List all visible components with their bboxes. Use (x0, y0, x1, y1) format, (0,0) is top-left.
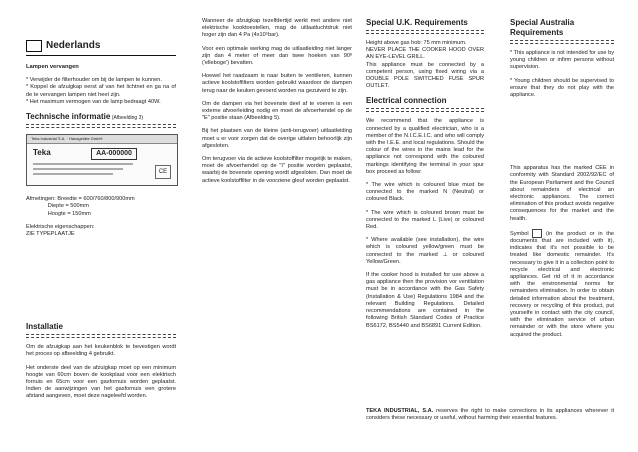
electrical-text: Elektrische eigenschappen: ZIE TYPEPLAATJE (26, 223, 95, 238)
dimensions-text: Afmetingen: Breedte = 600/760/800/900mm Diepte = 500mm Hoogte = 150mm (26, 196, 135, 217)
column-australia (510, 18, 614, 345)
language-title: Nederlands (46, 40, 101, 52)
plate-line (33, 163, 133, 165)
install-rule (26, 334, 176, 338)
paragraph: Hoewel het raadzaam is naar buiten te ventileren, kunnen actieve koolstoffilters worden gebruikt waardoor de dampen terug naar de keuken gevoerd worden na gezuiverd te zijn. (202, 73, 352, 94)
lampen-text: * Verwijder de filterhouder om bij de lampen te kunnen. * Koppel de afzuigkap eerst af van het lichtnet en ga na of de te vervangen lampen niet heet zijn. * Het maximum vermogen van de lamp bedraagt 40W. (26, 77, 176, 105)
uk-heading: Special U.K. Requirements (366, 18, 468, 27)
australia-text-1: * This appliance is not intended for use by young children or infirm persons without supervision. (510, 50, 614, 71)
tech-sub: (Afbeelding 3) (111, 115, 144, 122)
paragraph: Bij het plaatsen van de kleine (anti-terugvoer) uitlaatleiding moet u er voor zorgen dat de overige uitlaten behoorlijk zijn afgesloten. (202, 128, 352, 149)
symbol-label: Symbol (510, 230, 529, 237)
electrical-rule (366, 108, 484, 112)
electrical-text-3: * The wire which is coloured brown must be connected to the marked L (Live) or coloured Red. (366, 209, 484, 231)
column-nederlands (26, 0, 176, 407)
ce-text: This apparatus has the marked CEE in conformity with Standard 2002/92/EC of the European Parliament and the Council about remainders of electrical an electronic appliances. The correct elimination of this product avoids negative consequences for the market and the health. (510, 165, 614, 222)
column-nederlands-continued (202, 18, 352, 191)
tech-rule (26, 124, 176, 128)
language-heading (26, 40, 176, 52)
plate-line (33, 173, 113, 175)
install-heading: Installatie (26, 322, 63, 332)
install-text-1: Om de afzuigkap aan het keukenblok te bevestigen wordt het proces op afbeelding 4 gebruikt. (26, 344, 176, 358)
heading-rule (26, 55, 176, 56)
electrical-heading: Electrical connection (366, 96, 447, 106)
install-text-2: Het onderste deel van de afzuigkap moet op een minimum hoogte van 60cm boven de kookplaat voor een elektrisch fornuis en 65cm voor een gasfornuis worden geplaatst. Indien de aanwijzingen van het gasfornuis een grotere afstand aangeven, moet deze nageleefd worden. (26, 364, 176, 400)
paragraph: Om de dampen via het bovenste deel af te voeren is een externe afvoerleiding nodig en moet de afvoerhendel op de "E" positie staan (Afbeelding 5). (202, 100, 352, 122)
plate-line (33, 168, 123, 170)
ce-mark-icon: CE (155, 165, 171, 179)
column-uk (366, 18, 484, 336)
wheelie-bin-icon (532, 229, 542, 238)
plate-header: Teka Industrial S.A. · Hausgeräte GmbH (27, 135, 177, 144)
paragraph: Wanneer de afzuigkap tezelfdertijd werkt met andere niet elektrische kooktoestellen, mag de uitlaatluchtdruk niet hoger zijn dan 4 Pa (4x10⁵bar). (202, 18, 352, 39)
uk-text: Height above gas hob: 75 mm minimum. NEVER PLACE THE COOKER HOOD OVER AN EYE-LEVEL GRILL. This appliance must be connected by a competent person, using fixed wiring via a DOUBLE POLE SWITCHED FUSE SPUR OUTLET. (366, 40, 484, 90)
plate-code: AA-000000 (91, 148, 137, 160)
australia-rule (510, 40, 614, 44)
paragraph: Voor een optimale werking mag de uitlaatleiding niet langer zijn dan 4 meter of meer dan twee hoeken van 90º ('elleboge') bevatten. (202, 45, 352, 67)
type-plate-figure (26, 134, 178, 186)
uk-rule (366, 30, 484, 34)
footer-paragraph (366, 408, 614, 422)
tech-heading: Technische informatie (26, 112, 111, 122)
australia-heading: Special Australia Requirements (510, 18, 575, 37)
electrical-text-4: * Where available (see installation), the wire which is coloured yellow/green must be connected to the marked ⊥ or coloured Yellow/Green. (366, 237, 484, 265)
footer-note (366, 408, 614, 428)
tech-heading-row (26, 112, 176, 122)
lampen-heading: Lampen vervangen (26, 64, 79, 70)
plate-brand: Teka (33, 148, 51, 158)
company-name: TEKA INDUSTRIAL, S.A. (366, 408, 434, 414)
paragraph: Om terugvoer via de actieve koolstoffilter mogelijk te maken, moet de afvoerhendel op de "I" positie worden geplaatst, waarbij de bovenste opening wordt afgesloten. Dan moet de actieve koolstoffilter in de voorziene gleuf worden geplaatst. (202, 156, 352, 184)
electrical-text-5: If the cooker hood is installed for use above a gas appliance then the provision vor ventilation must be in accordance with the Gas Safety (Installation & Use) Regulations 1984 and the relevant Building Regulations. Detailed recommendations are contained in the following British Standard Codes of Practice BS6172, BS5440 and BS6891 Current Edition. (366, 272, 484, 329)
electrical-text-2: * The wire which is coloured blue must be connected to the marked N (Neutral) or coloured Black. (366, 182, 484, 203)
electrical-text-1: We recommend that the appliance is connected by a qualified electrician, who is a member of the N.I.C.E.I.C. and who will comply with the I.E.E. and local regulations. Should the colour of the wires in the mains lead for the appliance not correspond with the coloured markings identifying the terminal in your spur box proceed as follow: (366, 118, 484, 175)
symbol-text: (in the product or in the documents that are included with it), indicates that it's not possible to be treated like domestic remainder. It's necessary to give it in a collection point to recycle electrical and electronic appliances. Get rid of it in accordance with the environmental norms for remainders elimination. In order to obtain detailed information about the treatment, recovery or recycling of this product, put yourselfe in contact with the city council, with the elimination service of urban remainder or with the store where you acquired the product. (510, 230, 614, 338)
spacer (510, 105, 614, 165)
symbol-paragraph (510, 229, 614, 339)
footer-text: reserves the right to make corrections in its appliances wherever it considers these necessary or useful, without harming their essential features. (366, 408, 614, 422)
australia-text-2: * Young children should be supervised to ensure that they do not play with the appliance. (510, 77, 614, 99)
language-box-icon (26, 40, 42, 52)
